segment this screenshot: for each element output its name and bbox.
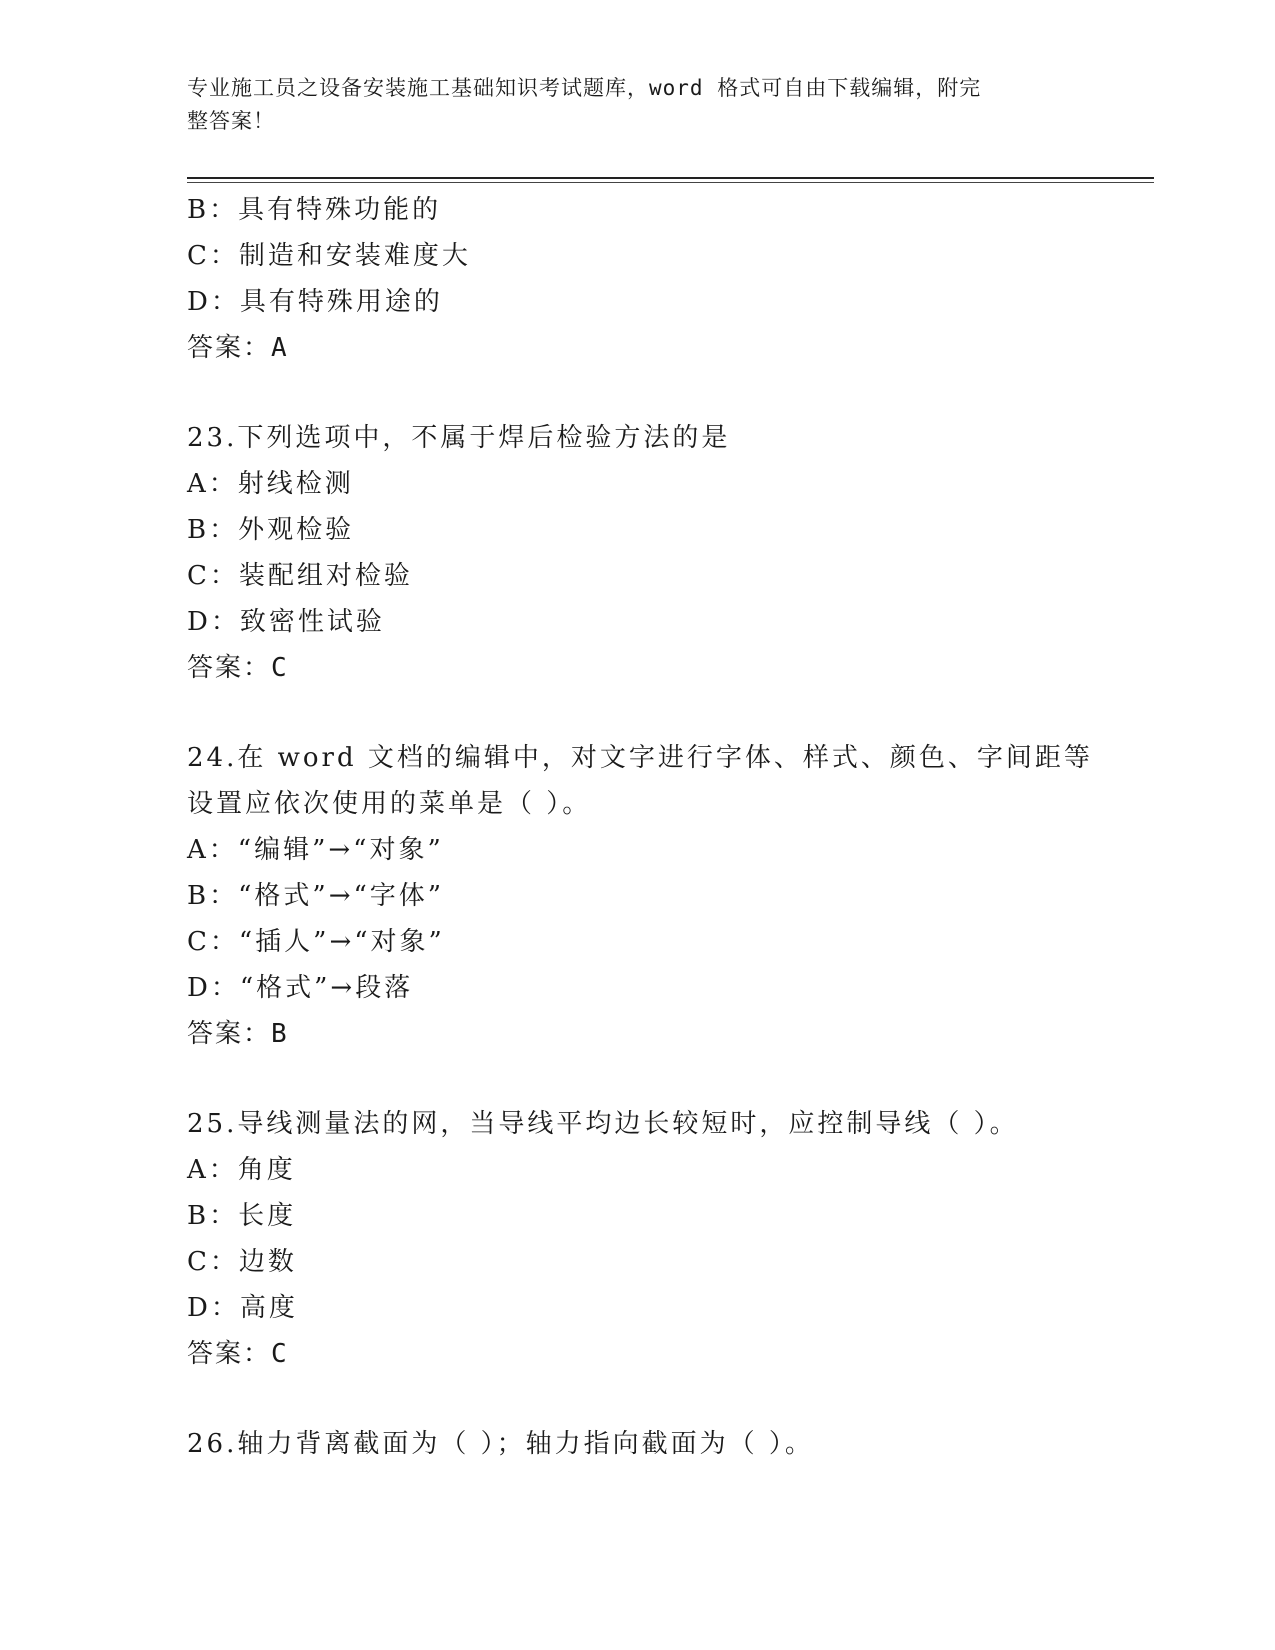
question-24 — [187, 735, 1093, 1057]
option-c: C：装配组对检验 — [187, 561, 413, 591]
answer-line — [187, 645, 1087, 691]
option-c: C：边数 — [187, 1247, 297, 1277]
answer-label: 答案： — [187, 1019, 272, 1049]
option-d: D：具有特殊用途的 — [187, 287, 443, 317]
option-b: B：外观检验 — [187, 515, 355, 545]
question-stem: 26.轴力背离截面为（ ）；轴力指向截面为（ ）。 — [187, 1429, 814, 1459]
answer-line — [187, 1331, 1087, 1377]
answer-label: 答案： — [187, 333, 272, 363]
spacer — [187, 1377, 1087, 1421]
question-25 — [187, 1101, 1087, 1377]
question-22 — [187, 187, 1087, 371]
answer-line — [187, 325, 1087, 371]
option-b: B：长度 — [187, 1201, 297, 1231]
answer-value: C — [271, 1339, 288, 1369]
option-d: D：高度 — [187, 1293, 298, 1323]
answer-label: 答案： — [187, 653, 272, 683]
question-stem-line-1: 24.在 word 文档的编辑中，对文字进行字体、样式、颜色、字间距等 — [187, 743, 1093, 773]
header-line-2: 整答案！ — [187, 109, 275, 133]
option-c: C：制造和安装难度大 — [187, 241, 471, 271]
spacer — [187, 691, 1087, 735]
option-c: C：“插人”→“对象” — [187, 927, 445, 957]
header-divider-thick — [187, 177, 1154, 179]
question-stem: 25.导线测量法的网，当导线平均边长较短时，应控制导线（ ）。 — [187, 1109, 1019, 1139]
question-stem-line-2: 设置应依次使用的菜单是（ ）。 — [187, 789, 592, 819]
question-23 — [187, 415, 1087, 691]
answer-value: C — [271, 653, 288, 683]
answer-line — [187, 1011, 1087, 1057]
option-d: D：“格式”→段落 — [187, 973, 414, 1003]
option-a: A：角度 — [187, 1155, 296, 1185]
answer-label: 答案： — [187, 1339, 272, 1369]
header-divider-thin — [187, 182, 1154, 183]
question-stem: 23.下列选项中，不属于焊后检验方法的是 — [187, 423, 731, 453]
document-header — [187, 72, 1067, 138]
option-a: A：射线检测 — [187, 469, 354, 499]
question-list — [187, 187, 1093, 1467]
spacer — [187, 1057, 1087, 1101]
answer-value: B — [271, 1019, 288, 1049]
option-b: B：“格式”→“字体” — [187, 881, 445, 911]
header-line-1: 专业施工员之设备安装施工基础知识考试题库，word 格式可自由下载编辑，附完 — [187, 76, 982, 100]
option-b: B：具有特殊功能的 — [187, 195, 442, 225]
spacer — [187, 371, 1087, 415]
question-26 — [187, 1421, 1087, 1467]
option-d: D：致密性试验 — [187, 607, 385, 637]
answer-value: A — [271, 333, 288, 363]
option-a: A：“编辑”→“对象” — [187, 835, 444, 865]
